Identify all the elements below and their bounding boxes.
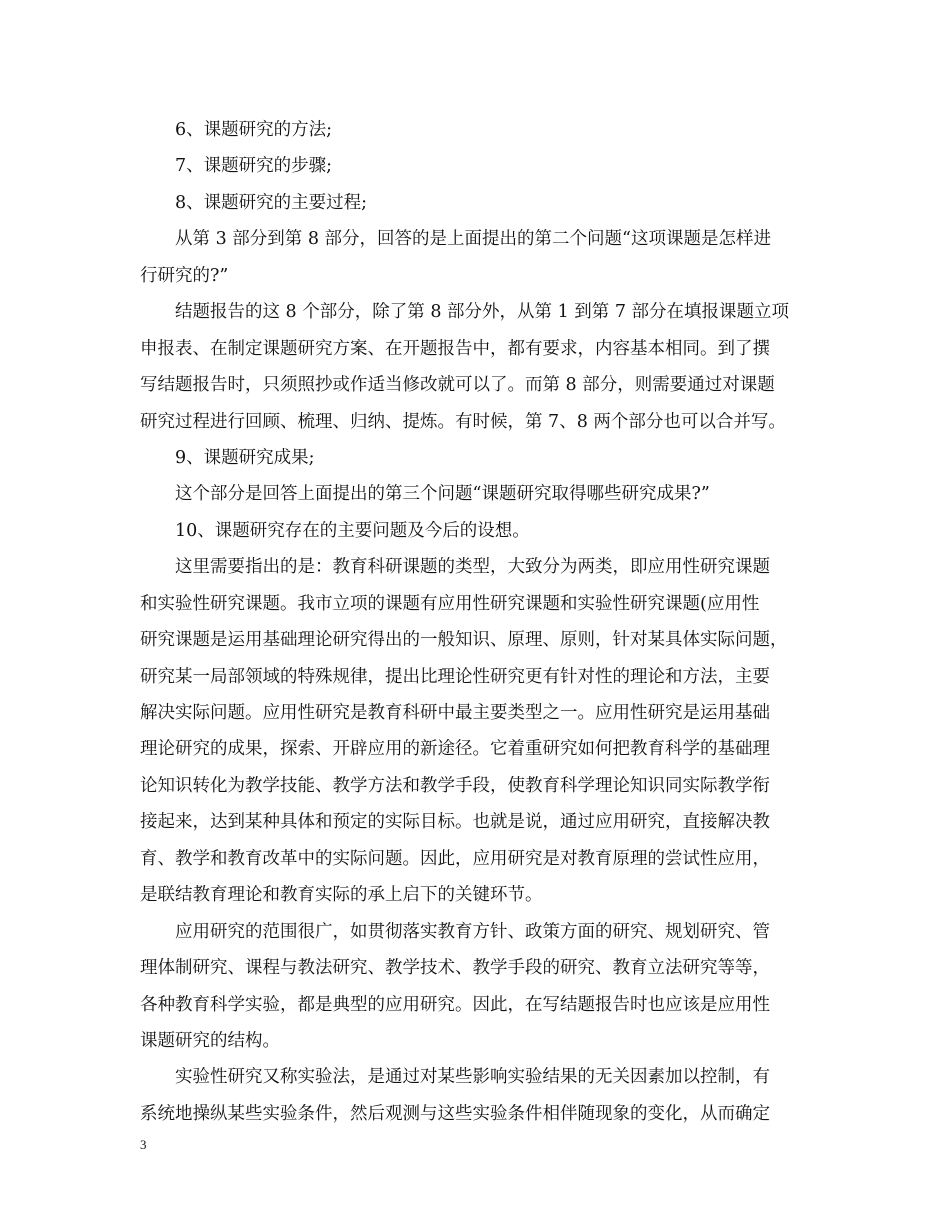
text-line: 从第 3 部分到第 8 部分，回答的是上面提出的第二个问题“这项课题是怎样进 — [175, 229, 771, 250]
text-line: 理体制研究、课程与教法研究、教学技术、教学手段的研究、教育立法研究等等， — [140, 958, 770, 979]
text-line: 申报表、在制定课题研究方案、在开题报告中，都有要求，内容基本相同。到了撰 — [140, 338, 770, 359]
text-line: 应用研究的范围很广，如贯彻落实教育方针、政策方面的研究、规划研究、管 — [175, 921, 770, 942]
text-line: 实验性研究又称实验法，是通过对某些影响实验结果的无关因素加以控制，有 — [175, 1067, 770, 1088]
text-line: 和实验性研究课题。我市立项的课题有应用性研究课题和实验性研究课题(应用性 — [140, 593, 760, 614]
text-line: 育、教学和教育改革中的实际问题。因此，应用研究是对教育原理的尝试性应用， — [140, 848, 770, 869]
text-line: 接起来，达到某种具体和预定的实际目标。也就是说，通过应用研究，直接解决教 — [140, 812, 770, 833]
text-line: 结题报告的这 8 个部分，除了第 8 部分外，从第 1 到第 7 部分在填报课题立项 — [175, 302, 790, 323]
text-line: 论知识转化为教学技能、教学方法和教学手段，使教育科学理论知识同实际教学衔 — [140, 775, 770, 796]
text-line: 系统地操纵某些实验条件，然后观测与这些实验条件相伴随现象的变化，从而确定 — [140, 1103, 770, 1124]
text-line: 解决实际问题。应用性研究是教育科研中最主要类型之一。应用性研究是运用基础 — [140, 703, 770, 723]
text-line: 这个部分是回答上面提出的第三个问题“课题研究取得哪些研究成果?” — [175, 484, 710, 505]
text-line: 研究某一局部领域的特殊规律，提出比理论性研究更有针对性的理论和方法，主要 — [140, 666, 770, 687]
text-line: 10、课题研究存在的主要问题及今后的设想。 — [175, 520, 530, 541]
text-line: 各种教育科学实验，都是典型的应用研究。因此，在写结题报告时也应该是应用性 — [140, 994, 770, 1015]
text-line: 课题研究的结构。 — [140, 1030, 280, 1051]
text-line: 行研究的?” — [140, 265, 229, 286]
text-line: 7、课题研究的步骤; — [175, 156, 333, 177]
text-line: 理论研究的成果，探索、开辟应用的新途径。它着重研究如何把教育科学的基础理 — [140, 739, 770, 760]
document-body — [140, 112, 840, 1132]
text-line: 6、课题研究的方法; — [175, 120, 333, 140]
text-line: 9、课题研究成果; — [175, 447, 315, 468]
page-number: 3 — [140, 1137, 147, 1152]
text-line: 写结题报告时，只须照抄或作适当修改就可以了。而第 8 部分，则需要通过对课题 — [140, 375, 775, 396]
text-line: 这里需要指出的是：教育科研课题的类型，大致分为两类，即应用性研究课题 — [175, 557, 770, 578]
text-line: 研究过程进行回顾、梳理、归纳、提炼。有时候，第 7、8 两个部分也可以合并写。 — [140, 411, 786, 432]
text-line: 8、课题研究的主要过程; — [175, 192, 368, 213]
text-line: 研究课题是运用基础理论研究得出的一般知识、原理、原则，针对某具体实际问题， — [140, 630, 788, 651]
text-line: 是联结教育理论和教育实际的承上启下的关键环节。 — [140, 885, 543, 906]
